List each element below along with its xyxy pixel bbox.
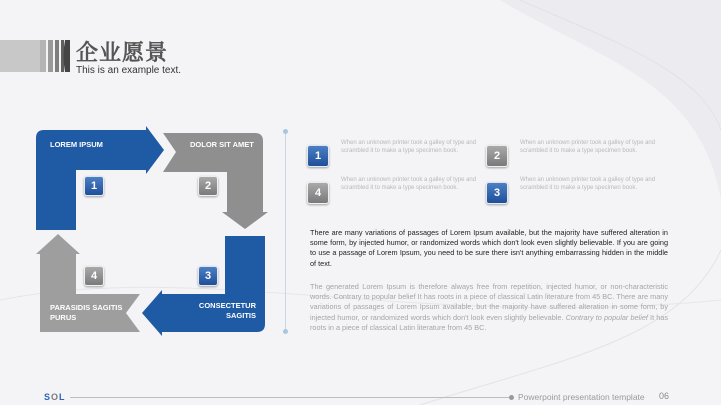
secondary-paragraph-end: It has roots in a piece of classical Latin literature from 45 BC. (310, 312, 668, 332)
divider-dot-top (283, 129, 288, 134)
legend-text: When an unknown printer took a galley of type and scrambled it to make a type specimen book. (341, 177, 477, 191)
arrow-2-label: DOLOR SIT AMET (190, 140, 254, 149)
legend-text: When an unknown printer took a galley of type and scrambled it to make a type specimen book. (341, 140, 477, 154)
secondary-paragraph (310, 282, 668, 333)
page-subtitle: This is an example text. (76, 65, 182, 76)
vertical-divider (285, 132, 286, 332)
arrow-3-label (186, 301, 256, 321)
arrow-4-label-line2: PURUS (50, 313, 77, 322)
header-decoration-bars (0, 40, 70, 72)
footer-dot (509, 395, 514, 400)
footer-logo-l: L (59, 392, 66, 402)
legend-number: 3 (486, 182, 508, 204)
legend-number: 1 (307, 145, 329, 167)
secondary-paragraph-start: The generated Lorem Ipsum is therefore always free from repetition, injected humor, or non-characteristic words. Contrary to popular belief It has roots in a piece of classical Latin literature from 45 BC. There are many variations of passages of Lorem Ipsum available, but the majority have suffered alteration in some form, by injected humor, or randomized words which don't look even slightly believable. (310, 282, 668, 322)
main-paragraph: There are many variations of passages of Lorem Ipsum available, but the majority have suffered alteration in some form, by injected humor, or randomized words which don't look even slightly believable. If you are going to use a passage of Lorem Ipsum, you need to be sure there isn't anything embarrassing hidden in the middle of text. (310, 228, 668, 268)
footer-rule (70, 397, 510, 398)
arrow-3-label-line2: SAGITIS (225, 311, 256, 320)
arrow-3-number: 3 (198, 266, 218, 286)
cycle-diagram (36, 126, 272, 340)
legend-item (307, 139, 482, 175)
arrow-4-number: 4 (84, 266, 104, 286)
arrow-4-label (50, 303, 122, 323)
footer-logo (44, 392, 66, 402)
footer-logo-s: S (44, 392, 52, 402)
legend-number: 4 (307, 182, 329, 204)
arrow-2-number: 2 (198, 176, 218, 196)
arrow-1-label: LOREM IPSUM (50, 140, 103, 149)
arrow-3-label-line1: CONSECTETUR (198, 301, 256, 310)
page-title: 企业愿景 (76, 41, 169, 66)
legend-number: 2 (486, 145, 508, 167)
footer-logo-o: O (51, 392, 60, 402)
legend-item (307, 176, 482, 212)
legend-item (486, 176, 661, 212)
legend-text: When an unknown printer took a galley of type and scrambled it to make a type specimen book. (520, 140, 656, 154)
arrow-1-number: 1 (84, 176, 104, 196)
secondary-paragraph-italic: Contrary to popular belief (565, 312, 648, 322)
divider-dot-bottom (283, 329, 288, 334)
legend-text: When an unknown printer took a galley of type and scrambled it to make a type specimen book. (520, 177, 656, 191)
legend-item (486, 139, 661, 175)
arrow-4-label-line1: PARASIDIS SAGITIS (50, 303, 123, 312)
footer-text: Powerpoint presentation template (518, 392, 645, 402)
arrow-3-shape (142, 236, 265, 336)
page-number: 06 (659, 391, 670, 401)
